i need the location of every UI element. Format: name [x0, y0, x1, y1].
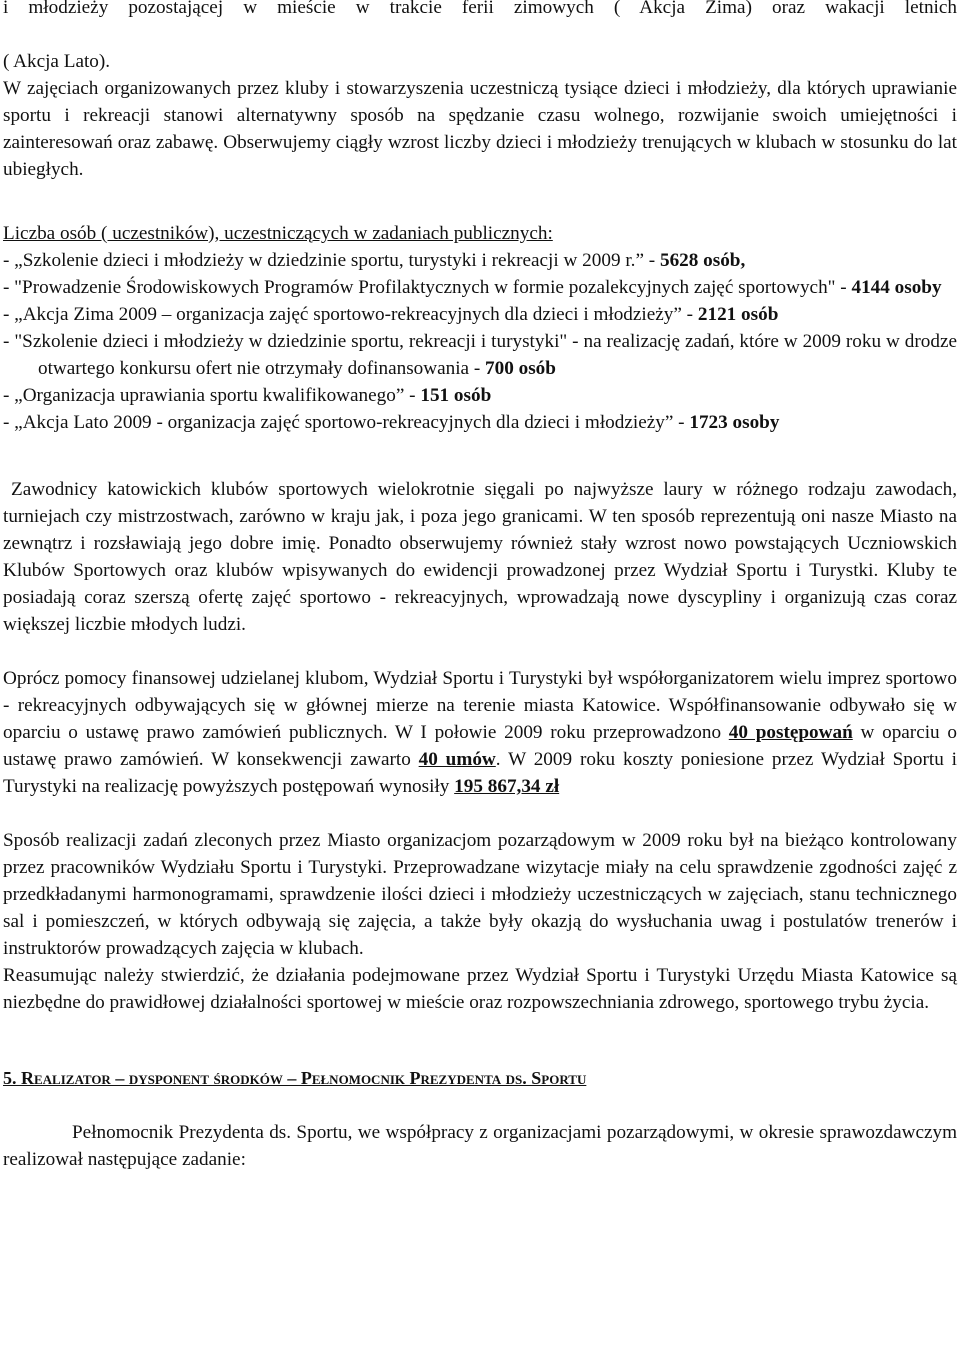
- para-athletes: Zawodnicy katowickich klubów sportowych wielokrotnie sięgali po najwyższe laury w różnego rodzaju zawodach, turniejach czy mistrzostwach, zarówno w kraju jak, i poza jego granicami. W ten sposób reprezentują oni nasze Miasto na zewnątrz i rozsławiają jego dobre imię. Ponadto obserwujemy również stały wzrost nowo powstających Uczniowskich Klubów Sportowych oraz klubów wpisywanych do ewidencji prowadzonej przez Wydział Sportu i Turystki. Kluby te posiadają coraz szerszą ofertę zajęć sportowo - rekreacyjnych, wprowadzają nowe dyscypliny i organizują czas coraz większej liczbie młodych ludzi.: [3, 479, 957, 635]
- list-item: - „Akcja Zima 2009 – organizacja zajęć sportowo-rekreacyjnych dla dzieci i młodzieży” - 2121 osób: [3, 304, 779, 325]
- para-activities: W zajęciach organizowanych przez kluby i stowarzyszenia uczestniczą tysiące dzieci i młodzieży, dla których uprawianie sportu i rekreacji stanowi alternatywny sposób na spędzanie czasu wolnego, rozwijanie swoich umiejętności i zainteresowań oraz zabawę. Obserwujemy ciągły wzrost liczby dzieci i młodzieży trenujących w klubach w stosunku do lat ubiegłych.: [3, 78, 957, 180]
- contracts-count: 40 umów: [418, 749, 496, 770]
- list-item: - „Organizacja uprawiania sportu kwalifikowanego” - 151 osób: [3, 385, 492, 406]
- list-item: - „Akcja Lato 2009 - organizacja zajęć sportowo-rekreacyjnych dla dzieci i młodzieży” - 1723 osoby: [3, 412, 780, 433]
- total-cost: 195 867,34 zł: [454, 776, 560, 797]
- participants-list: [3, 247, 957, 436]
- para1-line2: ( Akcja Lato).: [3, 51, 111, 72]
- para-finance: Oprócz pomocy finansowej udzielanej klubom, Wydział Sportu i Turystyki był współorganizatorem wielu imprez sportowo - rekreacyjnych odbywających się w głównej mierze na terenie miasta Katowice. Współfinansowanie odbywało się w oparciu o ustawę prawo zamówień publicznych. W I połowie 2009 roku przeprowadzono 40 postępowań w oparciu o ustawę prawo zamówień. W konsekwencji zawarto 40 umów. W 2009 roku koszty poniesione przez Wydział Sportu i Turystyki na realizację powyższych postępowań wynosiły 195 867,34 zł: [3, 668, 957, 797]
- document-page: [3, 0, 957, 1173]
- list-item: - "Prowadzenie Środowiskowych Programów Profilaktycznych w formie pozalekcyjnych zajęć sportowych" - 4144 osoby: [3, 277, 942, 298]
- participants-heading: Liczba osób ( uczestników), uczestniczących w zadaniach publicznych:: [3, 223, 553, 244]
- procedures-count: 40 postępowań: [728, 722, 853, 743]
- para-control: Sposób realizacji zadań zleconych przez Miasto organizacjom pozarządowym w 2009 roku był na bieżąco kontrolowany przez pracowników Wydziału Sportu i Turystyki. Przeprowadzane wizytacje miały na celu sprawdzenie zgodności zajęć z przedkładanymi harmonogramami, sprawdzenie ilości dzieci i młodzieży uczestniczących w zajęciach, stanu technicznego sal i pomieszczeń, w których odbywają się zajęcia, a także były okazją do wysłuchania uwag i postulatów trenerów i instruktorów prowadzących zajęcia w klubach.: [3, 830, 957, 959]
- list-item: - "Szkolenie dzieci i młodzieży w dziedzinie sportu, rekreacji i turystyki" - na realizację zadań, które w 2009 roku w drodze otwartego konkursu ofert nie otrzymały dofinansowania - 700 osób: [3, 331, 957, 379]
- list-item: - „Szkolenie dzieci i młodzieży w dziedzinie sportu, turystyki i rekreacji w 2009 r.” - 5628 osób,: [3, 250, 746, 271]
- para1-line1: i młodzieży pozostającej w mieście w trakcie ferii zimowych ( Akcja Zima) oraz wakacji letnich: [3, 0, 957, 18]
- section-5-heading: 5. Realizator – dysponent środków – Pełnomocnik Prezydenta ds. Sportu: [3, 1068, 587, 1088]
- para-summary: Reasumując należy stwierdzić, że działania podejmowane przez Wydział Sportu i Turystyki Urzędu Miasta Katowice są niezbędne do prawidłowej działalności sportowej w mieście oraz rozpowszechniania zdrowego, sportowego trybu życia.: [3, 965, 957, 1013]
- section-5-intro: Pełnomocnik Prezydenta ds. Sportu, we współpracy z organizacjami pozarządowymi, w okresie sprawozdawczym realizował następujące zadanie:: [3, 1122, 957, 1170]
